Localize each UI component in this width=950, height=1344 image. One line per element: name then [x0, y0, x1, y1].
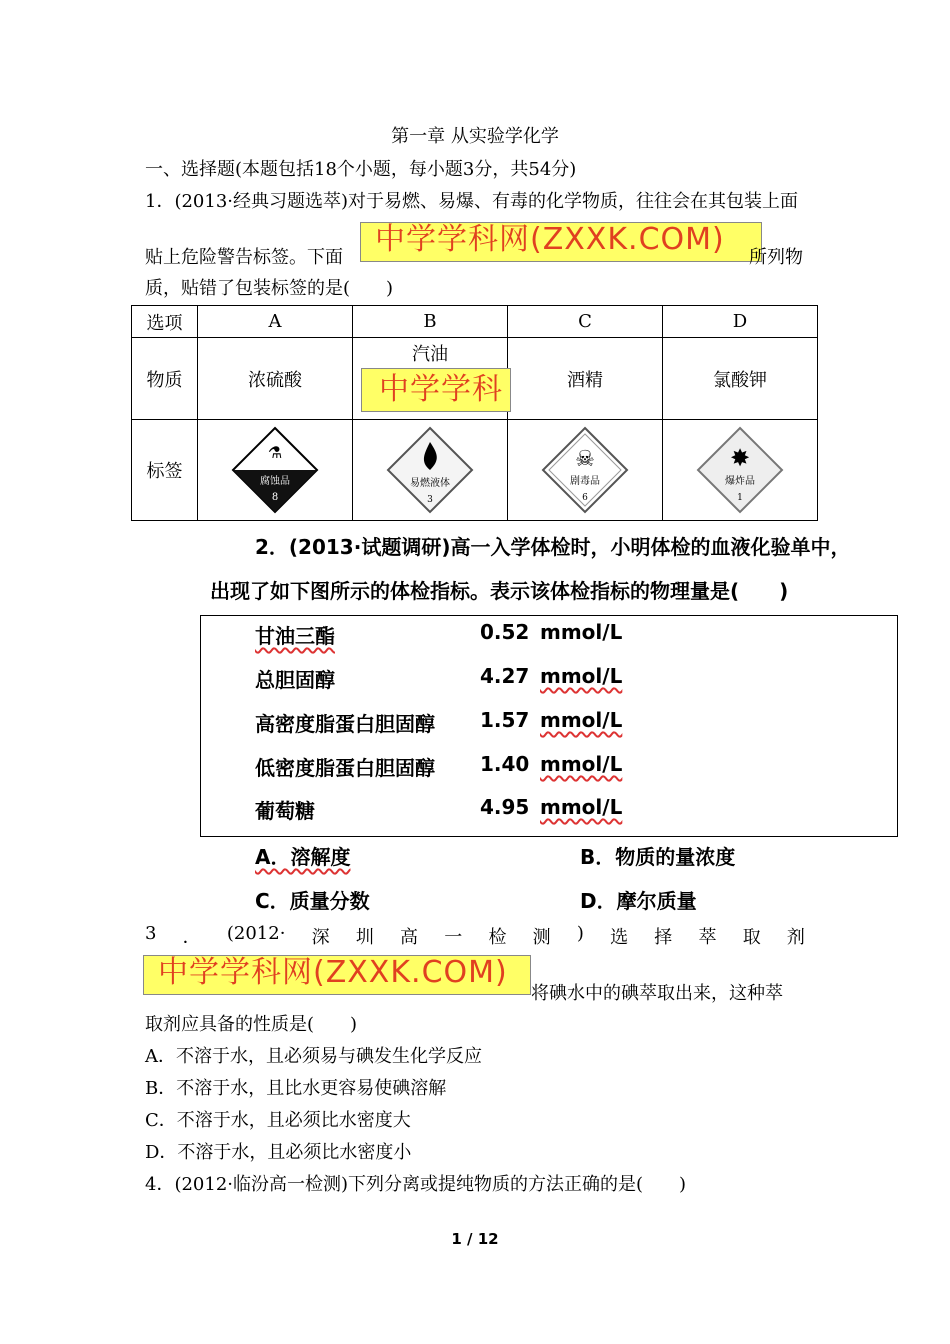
- corrosive-sign: [225, 420, 325, 520]
- svg-text:易燃液体: 易燃液体: [410, 478, 450, 489]
- svg-text:☠: ☠: [575, 447, 595, 472]
- test-value: 4.95: [480, 795, 530, 819]
- page-title: 第一章 从实验学化学: [391, 126, 559, 147]
- substance-text: 汽油: [412, 344, 448, 365]
- svg-text:✸: ✸: [729, 444, 751, 472]
- skull-icon: [535, 420, 635, 520]
- q3-line2: 将碘水中的碘萃取出来，这种萃: [531, 983, 783, 1004]
- row-label: 标签: [132, 420, 198, 521]
- test-value: 4.27: [480, 664, 530, 688]
- row-label: 物质: [132, 338, 198, 420]
- q3-option-d: D．不溶于水，且必须比水密度小: [145, 1142, 412, 1163]
- option-a: A．溶解度: [255, 845, 351, 869]
- q3-option-c: C．不溶于水，且必须比水密度大: [145, 1110, 411, 1131]
- sign-cell: [198, 420, 353, 521]
- table-header: B: [353, 306, 508, 338]
- test-name: 总胆固醇: [255, 668, 335, 692]
- option-d: D．摩尔质量: [580, 889, 697, 913]
- flame-icon: [380, 420, 480, 520]
- svg-text:剧毒品: 剧毒品: [570, 476, 600, 487]
- test-name: 高密度脂蛋白胆固醇: [255, 712, 435, 736]
- sign-cell: [353, 420, 508, 521]
- test-value: 1.40: [480, 752, 530, 776]
- svg-text:爆炸品: 爆炸品: [725, 476, 755, 487]
- table-header: C: [508, 306, 663, 338]
- explosive-sign: [690, 420, 790, 520]
- watermark: 中学学科网(ZXXK.COM): [360, 222, 762, 262]
- svg-text:6: 6: [582, 493, 588, 503]
- flammable-sign: [380, 420, 480, 520]
- test-unit: mmol/L: [540, 620, 623, 644]
- corrosive-icon: [225, 420, 325, 520]
- test-unit: mmol/L: [540, 708, 623, 732]
- option-c: C．质量分数: [255, 889, 370, 913]
- test-name: 葡萄糖: [255, 799, 315, 823]
- table-header: D: [663, 306, 818, 338]
- q2-line1: 2．(2013·试题调研)高一入学体检时，小明体检的血液化验单中，: [255, 535, 851, 559]
- q3-line3: 取剂应具备的性质是( ): [145, 1014, 358, 1035]
- sign-cell: [508, 420, 663, 521]
- test-unit: mmol/L: [540, 752, 623, 776]
- test-value: 1.57: [480, 708, 530, 732]
- svg-text:⚗: ⚗: [267, 443, 283, 462]
- option-b: B．物质的量浓度: [580, 845, 736, 869]
- q1-line2b: 所列物: [749, 247, 803, 268]
- options-table: [131, 305, 818, 521]
- test-unit: mmol/L: [540, 795, 623, 819]
- q1-line2a: 贴上危险警告标签。下面: [145, 247, 343, 268]
- svg-text:3: 3: [427, 495, 433, 505]
- svg-text:腐蚀品: 腐蚀品: [260, 476, 290, 487]
- q1-line1: 1．(2013·经典习题选萃)对于易燃、易爆、有毒的化学物质，往往会在其包装上面: [145, 191, 799, 212]
- toxic-sign: [535, 420, 635, 520]
- page-number: 1 / 12: [451, 1230, 499, 1248]
- table-header: A: [198, 306, 353, 338]
- test-value: 0.52: [480, 620, 530, 644]
- q3-line1: 3 ． (2012· 深 圳 高 一 检 测 ) 选 择 萃 取 剂: [145, 923, 805, 948]
- table-header: 选项: [132, 306, 198, 338]
- substance-cell: 浓硫酸: [198, 338, 353, 420]
- sign-cell: [663, 420, 818, 521]
- test-unit: mmol/L: [540, 664, 623, 688]
- test-name: 甘油三酯: [255, 624, 335, 648]
- substance-cell: 酒精: [508, 338, 663, 420]
- test-name: 低密度脂蛋白胆固醇: [255, 756, 435, 780]
- q1-line3: 质，贴错了包装标签的是( ): [145, 278, 394, 299]
- svg-text:8: 8: [271, 492, 279, 503]
- watermark: 中学学科: [361, 368, 511, 412]
- svg-text:1: 1: [737, 493, 743, 503]
- substance-cell: 氯酸钾: [663, 338, 818, 420]
- explosion-icon: [690, 420, 790, 520]
- section-heading: 一、选择题(本题包括18个小题，每小题3分，共54分): [145, 159, 577, 180]
- watermark: 中学学科网(ZXXK.COM): [143, 955, 531, 995]
- q4-line1: 4．(2012·临汾高一检测)下列分离或提纯物质的方法正确的是( ): [145, 1174, 687, 1195]
- q3-option-b: B．不溶于水，且比水更容易使碘溶解: [145, 1078, 447, 1099]
- q2-line2: 出现了如下图所示的体检指标。表示该体检指标的物理量是( ): [210, 579, 789, 603]
- substance-cell: [353, 338, 508, 420]
- q3-option-a: A．不溶于水，且必须易与碘发生化学反应: [145, 1046, 482, 1067]
